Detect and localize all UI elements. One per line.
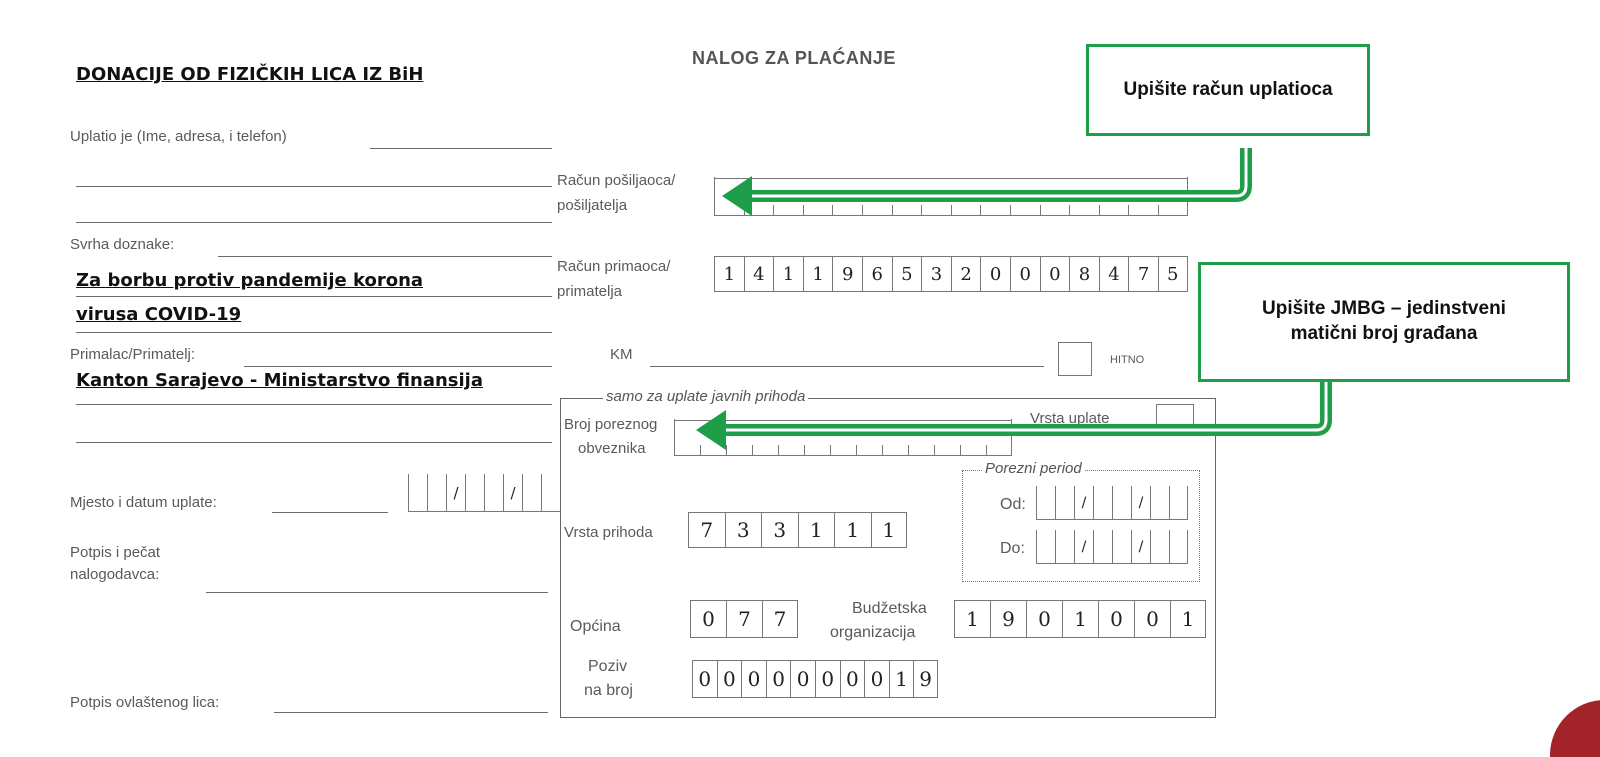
digit-cell: 3 [761,513,798,547]
digit-cell: 5 [892,257,922,291]
digit-cell: 0 [766,661,791,697]
digit-cell: 4 [1099,257,1129,291]
digit-cell: 1 [889,661,914,697]
od-label: Od: [1000,496,1026,513]
digit-cell: 0 [692,661,717,697]
digit-cell: 0 [690,601,726,637]
digit-cell: 7 [726,601,762,637]
potpis-pecat-label-1: Potpis i pečat [70,544,161,561]
budzetska-label-2: organizacija [830,624,916,641]
digit-cell: 0 [790,661,815,697]
broj-poreznog-label-2: obveznika [578,440,646,457]
racun-posiljaoca-label-2: pošiljatelja [557,197,628,214]
digit-cell: 0 [1134,601,1170,637]
digit-cell: 8 [1069,257,1099,291]
digit-cell: 9 [990,601,1026,637]
donation-heading: DONACIJE OD FIZIČKIH LICA IZ BiH [76,64,424,85]
digit-cell: 1 [803,257,833,291]
callout-jmbg-line1: Upišite JMBG [1262,298,1386,320]
opcina-label: Općina [570,618,621,635]
digit-cell: 0 [864,661,889,697]
javni-prihodi-label: samo za uplate javnih prihoda [603,388,808,405]
digit-cell: 0 [741,661,766,697]
potpis-pecat-label-2: nalogodavca: [70,566,160,583]
callout-racun-uplatioca-text: Upišite račun uplatioca [1123,78,1333,100]
callout-jmbg-dash: – jedinstveni [1385,298,1506,320]
digit-cell: 5 [1158,257,1188,291]
primalac-label: Primalac/Primatelj: [70,346,196,363]
digit-cell: 2 [951,257,981,291]
digit-cell: 1 [954,601,990,637]
do-cells[interactable]: / / [1036,530,1188,564]
racun-primaoca-label-2: primatelja [557,283,623,300]
digit-cell: 0 [1010,257,1040,291]
callout-racun-uplatioca [1086,44,1370,136]
primalac-value: Kanton Sarajevo - Ministarstvo finansija [76,370,483,391]
poziv-label-1: Poziv [588,658,628,675]
digit-cell: 1 [871,513,908,547]
digit-cell: 1 [834,513,871,547]
vrsta-uplate-label: Vrsta uplate [1030,410,1110,427]
digit-cell: 1 [773,257,803,291]
racun-primaoca-label-1: Račun primaoca/ [557,258,671,275]
digit-cell: 0 [1040,257,1070,291]
arrow-to-racun-posiljaoca [722,148,1246,216]
digit-cell: 3 [725,513,762,547]
digit-cell: 6 [862,257,892,291]
arrow-to-broj-poreznog [696,378,1326,450]
uplatio-label: Uplatio je (Ime, adresa, i telefon) [70,128,287,145]
hitno-label: HITNO [1110,354,1145,366]
digit-cell: 7 [1128,257,1158,291]
digit-cell: 7 [688,513,725,547]
vrsta-prihoda-label: Vrsta prihoda [564,524,653,541]
budzetska-label-1: Budžetska [852,600,927,617]
digit-cell: 0 [1026,601,1062,637]
digit-cell: 9 [913,661,938,697]
digit-cell: 9 [832,257,862,291]
digit-cell: 4 [744,257,774,291]
svrha-value-1: Za borbu protiv pandemije korona [76,270,424,291]
digit-cell: 1 [1170,601,1206,637]
mjesto-datum-label: Mjesto i datum uplate: [70,494,217,511]
digit-cell: 0 [980,257,1010,291]
ovlasteno-label: Potpis ovlaštenog lica: [70,694,220,711]
digit-cell: 1 [714,257,744,291]
digit-cell: 1 [1062,601,1098,637]
broj-poreznog-label-1: Broj poreznog [564,416,658,433]
do-label: Do: [1000,540,1025,557]
date-slash-1: / [446,474,465,511]
digit-cell: 3 [921,257,951,291]
svrha-value-2: virusa COVID-19 [76,304,242,325]
form-title: NALOG ZA PLAĆANJE [692,48,896,68]
od-cells[interactable]: / / [1036,486,1188,520]
digit-cell: 0 [815,661,840,697]
date-slash-2: / [503,474,522,511]
digit-cell: 0 [840,661,865,697]
digit-cell: 0 [717,661,742,697]
km-label: KM [610,346,633,363]
callout-jmbg [1198,262,1570,382]
digit-cell: 7 [762,601,798,637]
svrha-label: Svrha doznake: [70,236,175,253]
racun-posiljaoca-label-1: Račun pošiljaoca/ [557,172,676,189]
digit-cell: 1 [798,513,835,547]
callout-jmbg-line2: matični broj građana [1290,323,1478,344]
poziv-label-2: na broj [584,682,633,699]
digit-cell: 0 [1098,601,1134,637]
porezni-period-label: Porezni period [982,460,1085,477]
